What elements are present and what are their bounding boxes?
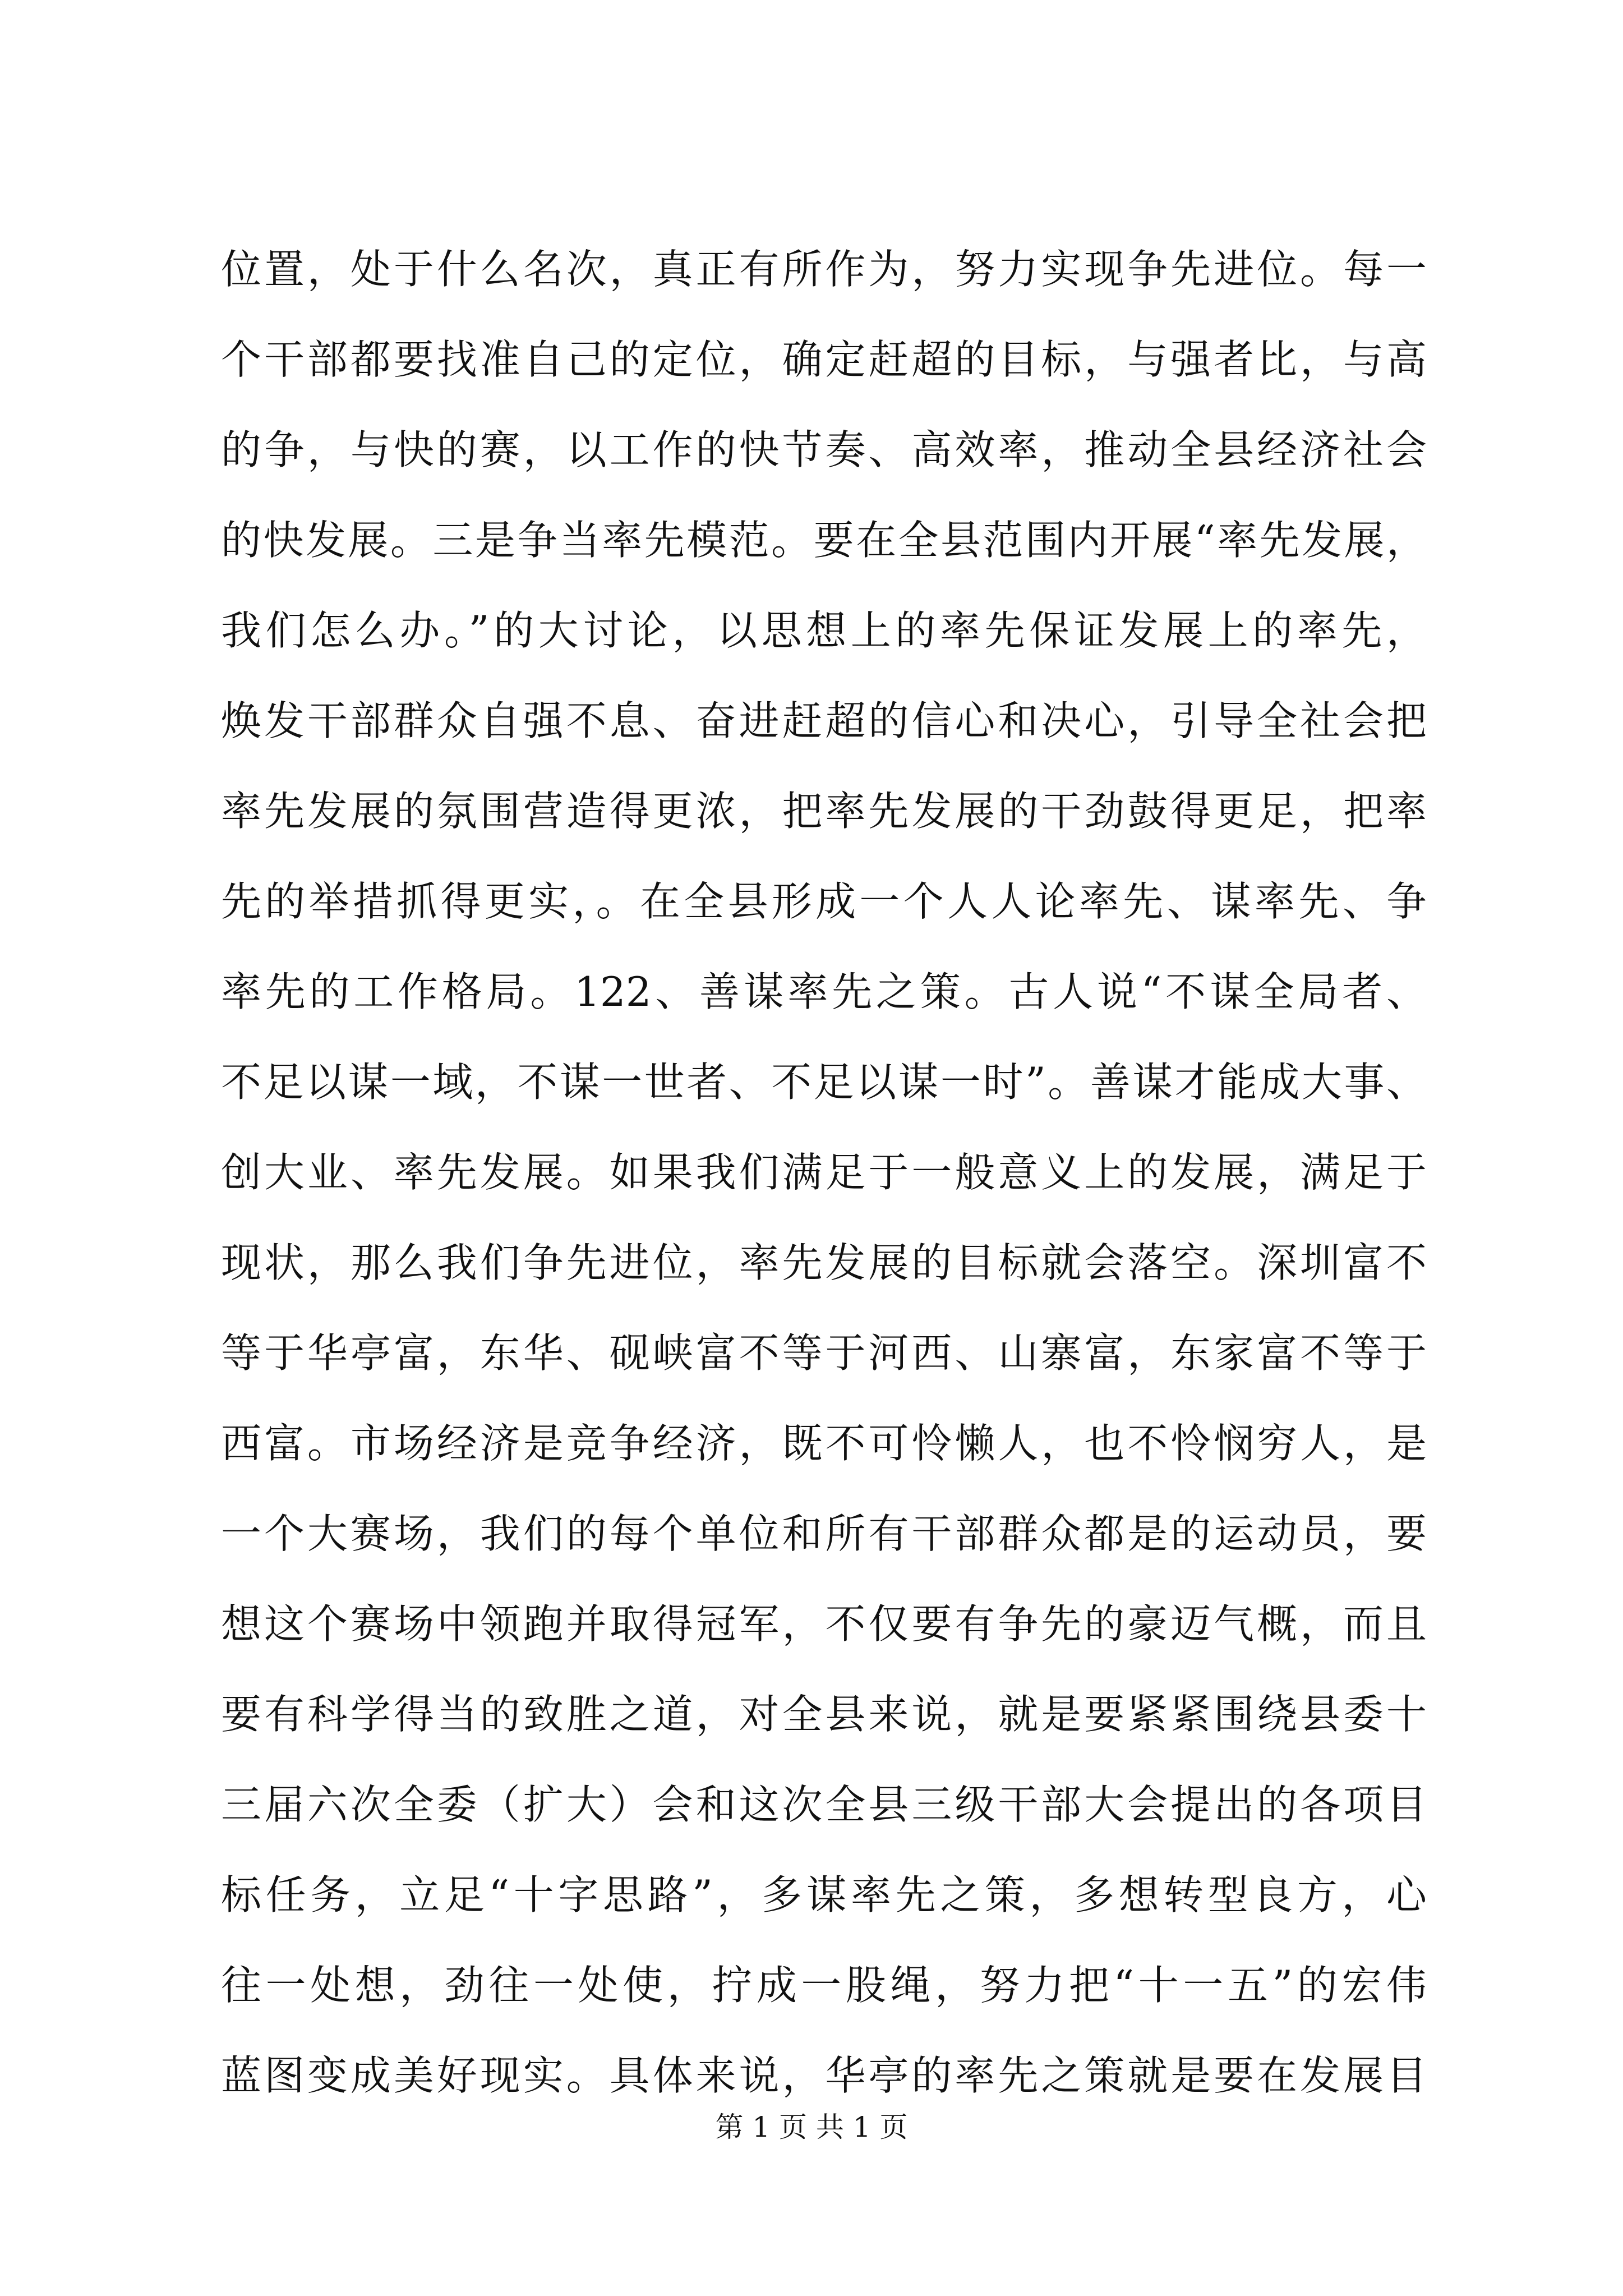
text-line: 不足以谋一域，不谋一世者、不足以谋一时”。善谋才能成大事、 [221,1059,1427,1106]
text-line: 位置，处于什么名次，真正有所作为，努力实现争先进位。每一 [221,246,1427,293]
text-line: 西富。市场经济是竞争经济，既不可怜懒人，也不怜悯穷人，是 [221,1420,1427,1467]
text-line: 的争，与快的赛，以工作的快节奏、高效率，推动全县经济社会 [221,426,1427,473]
text-line: 创大业、率先发展。如果我们满足于一般意义上的发展，满足于 [221,1149,1427,1196]
text-line: 率先的工作格局。122、善谋率先之策。古人说“不谋全局者、 [221,968,1427,1015]
text-line: 个干部都要找准自己的定位，确定赶超的目标，与强者比，与高 [221,336,1427,383]
body-text [221,224,1427,2121]
text-line: 标任务，立足“十字思路”，多谋率先之策，多想转型良方，心 [221,1871,1427,1918]
text-line: 先的举措抓得更实，。在全县形成一个人人论率先、谋率先、争 [221,878,1427,925]
text-line: 往一处想，劲往一处使，拧成一股绳，努力把“十一五”的宏伟 [221,1962,1427,2009]
page-footer [0,2110,1623,2144]
text-line: 焕发干部群众自强不息、奋进赶超的信心和决心，引导全社会把 [221,697,1427,744]
text-line: 蓝图变成美好现实。具体来说，华亭的率先之策就是要在发展目 [221,2052,1427,2099]
text-line: 三届六次全委（扩大）会和这次全县三级干部大会提出的各项目 [221,1781,1427,1828]
text-line: 一个大赛场，我们的每个单位和所有干部群众都是的运动员，要 [221,1510,1427,1557]
text-line: 现状，那么我们争先进位，率先发展的目标就会落空。深圳富不 [221,1239,1427,1286]
text-line: 率先发展的氛围营造得更浓，把率先发展的干劲鼓得更足，把率 [221,788,1427,835]
text-line: 我们怎么办。”的大讨论，以思想上的率先保证发展上的率先， [221,607,1427,654]
text-line: 的快发展。三是争当率先模范。要在全县范围内开展“率先发展， [221,517,1427,564]
text-line: 等于华亭富，东华、砚峡富不等于河西、山寨富，东家富不等于 [221,1329,1427,1377]
text-line: 要有科学得当的致胜之道，对全县来说，就是要紧紧围绕县委十 [221,1691,1427,1738]
text-line: 想这个赛场中领跑并取得冠军，不仅要有争先的豪迈气概，而且 [221,1600,1427,1648]
page-number: 第 1 页 共 1 页 [715,2111,908,2143]
